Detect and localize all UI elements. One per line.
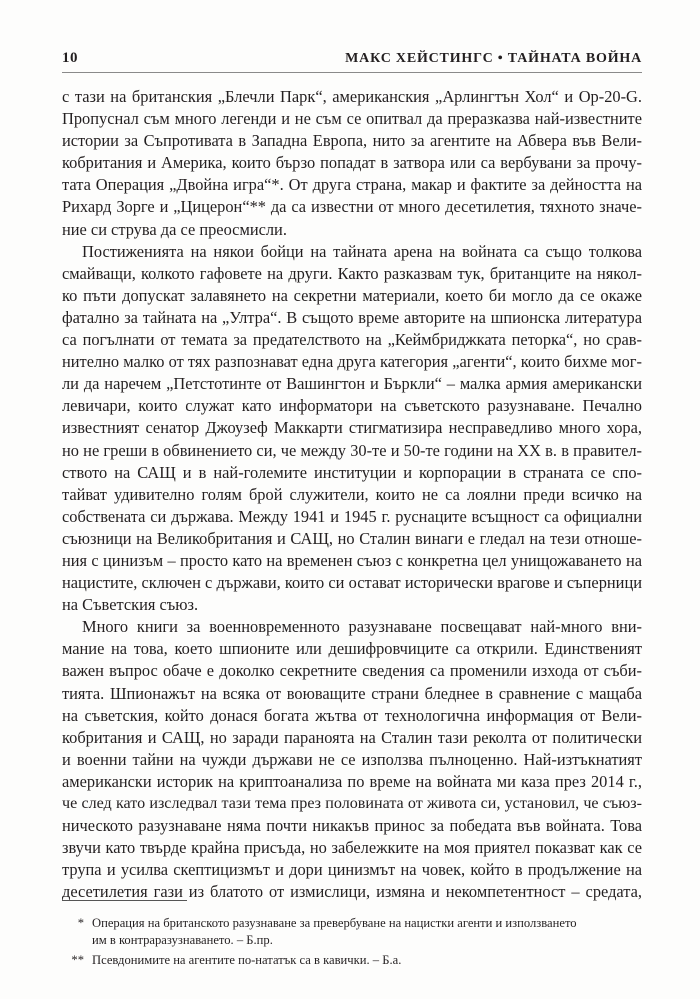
footnote-line: Псевдонимите на агентите по-нататък са в кавички. – Б.а. xyxy=(92,953,402,967)
text-line: смайващи, колкото гафовете на други. Както разказвам тук, британците на някол- xyxy=(62,263,642,283)
text-line: известният сенатор Джоузеф Маккарти стигматизира несправедливо много хора, xyxy=(62,418,642,438)
text-line: тата Операция „Двойна игра“*. От друга страна, макар и фактите за дейността на xyxy=(62,175,642,195)
text-line: фатално за тайната на „Ултра“. В същото време авторите на шпионска литература xyxy=(62,307,642,327)
text-line: ството на САЩ и в най-големите институции и корпорации в страната се спо- xyxy=(62,462,642,482)
text-line: и военни тайни на чужди държави не се използва пълноценно. Най-изтъкнатият xyxy=(62,749,642,769)
text-line: ние си струва да се преосмисли. xyxy=(62,219,287,239)
footnote-text xyxy=(92,952,642,969)
text-line: ли да наречем „Петстотинте от Вашингтон и Бъркли“ – малка армия американски xyxy=(62,374,642,394)
text-line: кобритания и Америка, които бързо попадат в затвора или са вербувани за прочу- xyxy=(62,153,642,173)
body-text xyxy=(62,86,642,903)
footnote-line: им в контраразузнаването. – Б.пр. xyxy=(92,933,273,947)
text-line: мание на това, което шпионите или дешифровчиците са открили. Единственият xyxy=(62,639,642,659)
text-line: че след като изследвал тази тема през половината от живота си, установил, че съюз- xyxy=(62,795,642,812)
text-line: на Съветския съюз. xyxy=(62,595,199,615)
text-line: Пропуснал съм много легенди и не съм се опитвал да преразказва най-известните xyxy=(62,109,642,129)
text-line: на съветския, който донася богата жътва от технологична информация от Вели- xyxy=(62,705,642,725)
text-line: тията. Шпионажът на всяка от воюващите страни бледнее в сравнение с мащаба xyxy=(62,683,642,703)
footnote-marker: ** xyxy=(71,953,84,967)
page-header xyxy=(62,50,642,73)
footnote xyxy=(62,952,642,969)
text-line: с тази на британския „Блечли Парк“, американския „Арлингтън Хол“ и Op-20-G. xyxy=(62,87,642,106)
text-line: тайват удивително голям брой служители, които не са лоялни преди всичко на xyxy=(62,484,642,504)
text-line: са погълнати от темата за предателството на „Кеймбриджката петорка“, но срав- xyxy=(62,330,642,350)
footnote-marker: * xyxy=(77,916,84,930)
text-line: десетилетия гази из блатото от измислици, измяна и некомпетентност – средата, xyxy=(62,882,642,902)
page-number: 10 xyxy=(62,50,78,66)
text-line: нително малко от тях разпознават една друга категория „агенти“, които бихме мог- xyxy=(62,352,642,372)
running-head: МАКС ХЕЙСТИНГС • ТАЙНАТА ВОЙНА xyxy=(345,51,642,66)
text-line: Много книги за военновременното разузнаване посвещават най-много вни- xyxy=(82,617,642,637)
text-line: нацистите, сключен с държави, които си остават исторически врагове и съперници xyxy=(62,573,642,593)
text-line: важен въпрос обаче е доколко секретните сведения са променили изхода от съби- xyxy=(62,661,642,681)
footnote-divider xyxy=(62,900,187,901)
text-line: ническото разузнаване няма почти никакъв принос за победата във войната. Това xyxy=(62,816,642,836)
text-line: ко пъти допускат залавянето на секретни материали, което би могло да се окаже xyxy=(62,285,642,305)
text-line: кобритания и САЩ, но заради параноята на Сталин тази реколта от политически xyxy=(62,727,642,747)
footnote-line: Операция на британското разузнаване за превербуване на нацистки агенти и използването xyxy=(92,916,577,930)
text-line: американски историк на криптоанализа по време на войната ми каза през 2014 г., xyxy=(62,771,642,791)
text-line: ния с цинизъм – просто като на временен съюз с конкретна цел унищожаването на xyxy=(62,550,642,570)
text-line: левичари, които служат като информатори на съветското разузнаване. Печално xyxy=(62,396,642,416)
footnotes xyxy=(62,915,642,972)
footnote-text xyxy=(92,915,642,949)
text-line: истории за Съпротивата в Западна Европа, нито за агентите на Абвера във Вели- xyxy=(62,131,642,151)
text-line: Постиженията на някои бойци на тайната арена на войната са също толкова xyxy=(82,241,642,261)
text-line: но не греши в обвинението си, че между 30-те и 50-те години на XX в. в правител- xyxy=(62,440,642,460)
footnote xyxy=(62,915,642,949)
text-line: Рихард Зорге и „Цицерон“** да са известни от много десетилетия, тяхното значе- xyxy=(62,197,642,217)
text-line: собствената си държава. Между 1941 и 1945 г. руснаците всъщност са официални xyxy=(62,506,642,526)
text-line: звучи като твърде крайна присъда, но забележките на моя приятел показват как се xyxy=(62,838,642,858)
text-line: трупа и усилва скептицизмът и дори цинизмът на човек, който в продължение на xyxy=(62,860,642,880)
text-line: съюзници на Великобритания и САЩ, но Сталин винаги е гледал на тези отноше- xyxy=(62,528,642,548)
